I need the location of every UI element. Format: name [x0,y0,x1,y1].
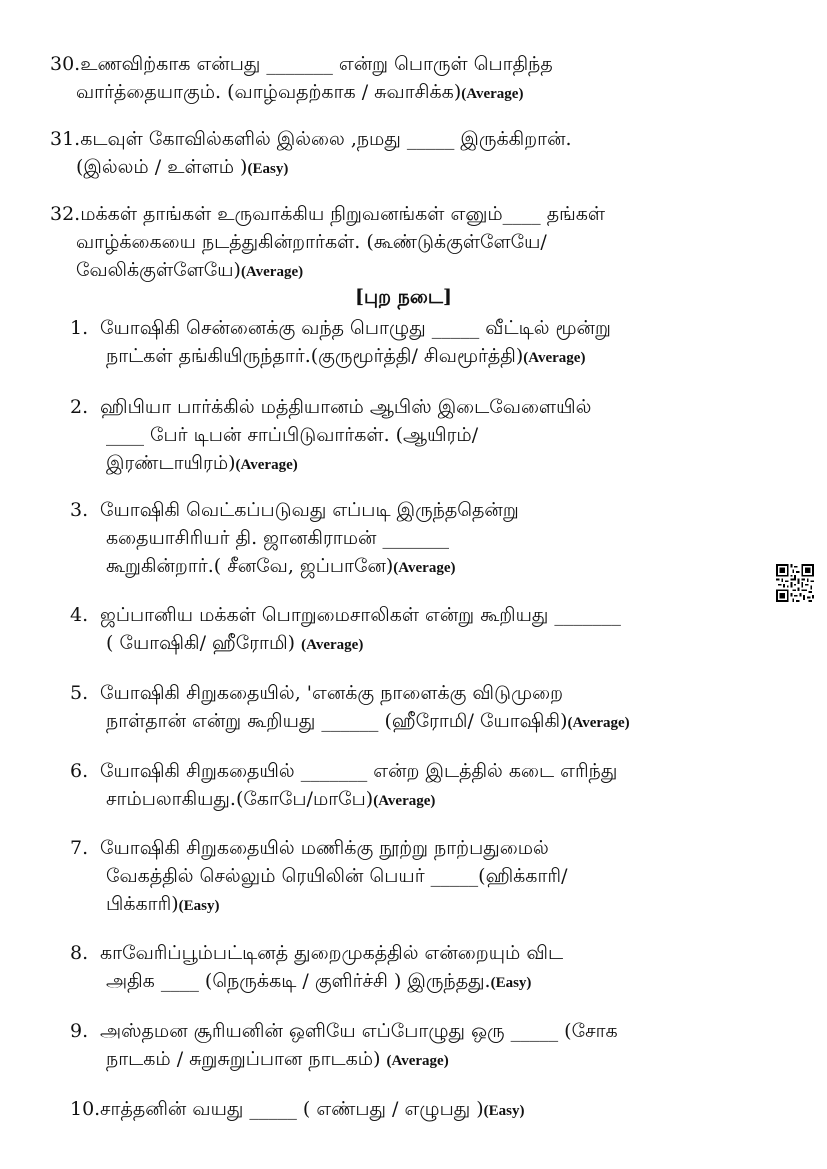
section-heading: [புற நடை] [355,286,452,308]
question-7 [70,834,567,920]
question-number: 8. [70,942,89,964]
question-2 [70,393,591,479]
question-text: காவேரிப்பூம்பட்டினத் துறைமுகத்தில் என்றையும் விட [100,942,564,964]
question-10 [70,1095,525,1125]
question-6 [70,757,617,815]
question-number: 3. [70,499,89,521]
difficulty-tag: (Easy) [247,161,289,177]
question-number: 7. [70,837,89,859]
question-text: இரண்டாயிரம்) [106,452,236,474]
question-30 [50,50,553,108]
difficulty-tag: (Average) [567,715,630,731]
question-text: நாள்தான் என்று கூறியது ______ (ஹீரோமி/ யோஷிகி) [106,710,568,732]
question-number: 2. [70,396,89,418]
question-text: வாழ்க்கையை நடத்துகின்றார்கள். (கூண்டுக்குள்ளேயே/ [76,231,547,253]
question-text: ( யோஷிகி/ ஹீரோமி) [106,632,302,654]
question-text: யோஷிகி சென்னைக்கு வந்த பொழுது _____ வீட்டில் மூன்று [100,317,611,339]
question-5 [70,679,630,737]
question-9 [70,1017,618,1075]
question-number: 30. [50,53,81,75]
question-text: மக்கள் தாங்கள் உருவாக்கிய நிறுவனங்கள் எனும்____ தங்கள் [80,203,606,225]
question-text: வேலிக்குள்ளேயே) [76,259,241,281]
question-number: 31. [50,128,81,150]
difficulty-tag: (Average) [393,560,456,576]
question-text: வேகத்தில் செல்லும் ரெயிலின் பெயர் _____(ஹிக்காரி/ [106,865,568,887]
question-number: 5. [70,682,89,704]
question-text: கடவுள் கோவில்களில் இல்லை ,நமது _____ இருக்கிறான். [80,128,572,150]
question-text: ஹிபியா பார்க்கில் மத்தியானம் ஆபிஸ் இடைவேளையில் [100,396,592,418]
question-text: யோஷிகி சிறுகதையில் _______ என்ற இடத்தில் கடை எரிந்து [100,760,618,782]
question-text: சாத்தனின் வயது _____ ( எண்பது / எழுபது ) [100,1098,484,1120]
difficulty-tag: (Average) [301,637,364,653]
question-number: 6. [70,760,89,782]
question-text: நாடகம் / சுறுசுறுப்பான நாடகம்) [106,1048,387,1070]
question-text: யோஷிகி சிறுகதையில், 'எனக்கு நாளைக்கு விடுமுறை [100,682,564,704]
difficulty-tag: (Easy) [490,975,532,991]
question-number: 9. [70,1020,89,1042]
difficulty-tag: (Easy) [483,1103,525,1119]
question-number: 4. [70,604,89,626]
question-1 [70,314,611,372]
question-text: (இல்லம் / உள்ளம் ) [76,156,248,178]
question-text: வார்த்தையாகும். (வாழ்வதற்காக / சுவாசிக்க) [76,81,462,103]
difficulty-tag: (Average) [240,264,304,280]
question-3 [70,496,519,582]
question-text: ____ பேர் டிபன் சாப்பிடுவார்கள். (ஆயிரம்/ [106,424,479,446]
question-32 [50,200,605,286]
question-number: 32. [50,203,81,225]
question-text: கூறுகின்றார்.( சீனவே, ஜப்பானே) [106,555,394,577]
difficulty-tag: (Average) [235,457,298,473]
question-number: 1. [70,317,89,339]
question-text: ஜப்பானிய மக்கள் பொறுமைசாலிகள் என்று கூறியது _______ [100,604,621,626]
question-text: யோஷிகி வெட்கப்படுவது எப்படி இருந்ததென்று [100,499,519,521]
question-31 [50,125,572,183]
difficulty-tag: (Average) [523,350,586,366]
question-number: 10. [70,1098,101,1120]
question-8 [70,939,563,997]
question-text: அஸ்தமன சூரியனின் ஒளியே எப்போழுது ஒரு _____ (சோக [100,1020,618,1042]
difficulty-tag: (Easy) [178,898,220,914]
qr-code-icon [776,564,814,602]
question-text: யோஷிகி சிறுகதையில் மணிக்கு நூற்று நாற்பதுமைல் [100,837,549,859]
question-text: நாட்கள் தங்கியிருந்தார்.(குருமூர்த்தி/ சிவமூர்த்தி) [106,345,524,367]
difficulty-tag: (Average) [373,793,436,809]
question-text: பிக்காரி) [106,893,179,915]
question-4 [70,601,621,659]
question-text: கதையாசிரியர் தி. ஜானகிராமன் _______ [106,527,449,549]
question-text: சாம்பலாகியது.(கோபே/மாபே) [106,788,374,810]
question-text: உணவிற்காக என்பது _______ என்று பொருள் பொதிந்த [80,53,553,75]
difficulty-tag: (Average) [461,86,524,102]
difficulty-tag: (Average) [386,1053,449,1069]
question-text: அதிக ____ (நெருக்கடி / குளிர்ச்சி ) இருந்தது. [106,970,491,992]
